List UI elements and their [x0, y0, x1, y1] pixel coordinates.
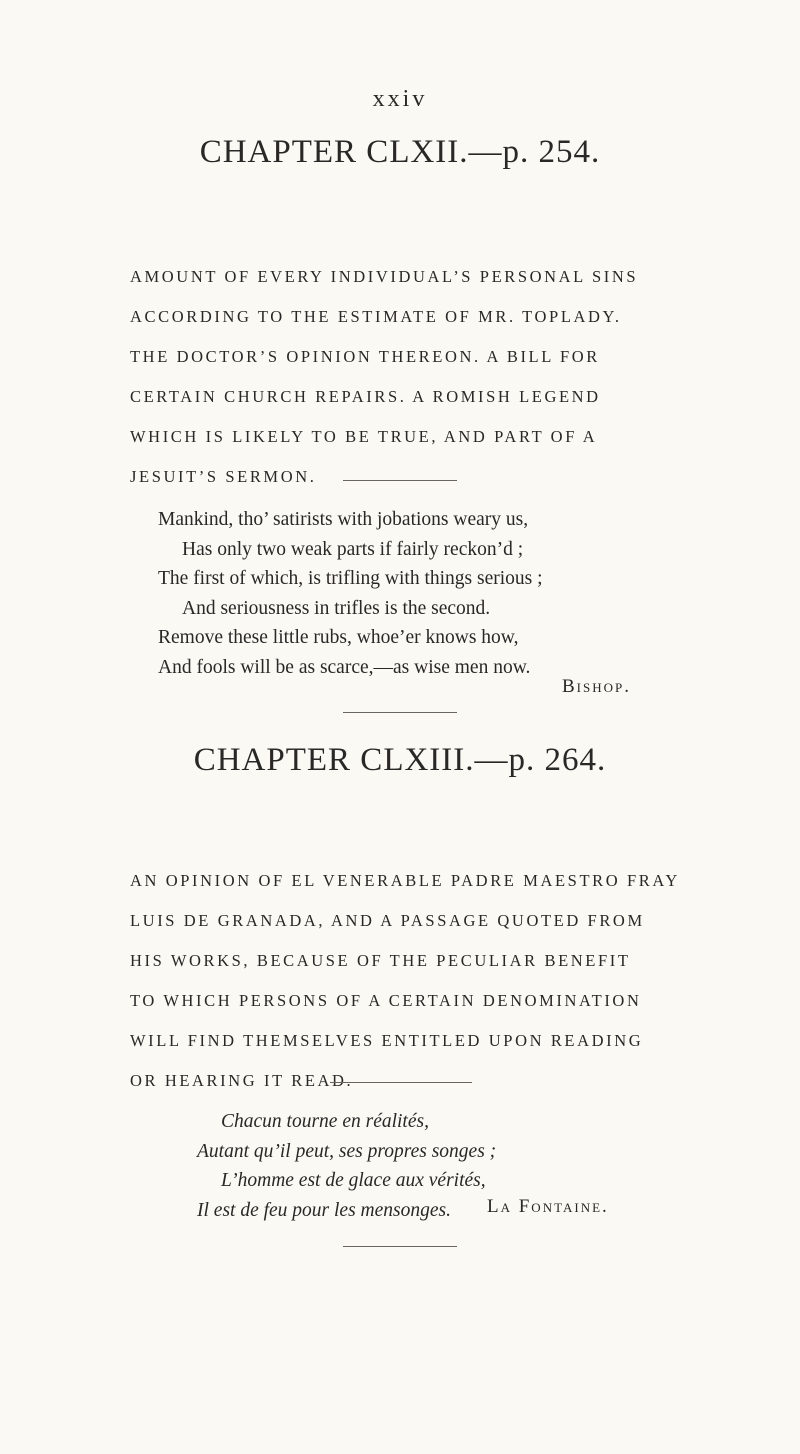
verse-line: And fools will be as scarce,—as wise men now. — [158, 656, 531, 678]
chapter-163-summary — [130, 861, 680, 1101]
verse-line: Il est de feu pour les mensonges. — [197, 1199, 451, 1221]
chapter-162-summary — [130, 257, 670, 497]
page-number: xxiv — [372, 86, 428, 112]
section-divider — [343, 712, 457, 713]
section-divider — [343, 1246, 457, 1247]
chapter-163-summary-line: HIS WORKS, BECAUSE OF THE PECULIAR BENEFIT — [130, 951, 631, 970]
verse-line: The first of which, is trifling with things serious ; — [158, 568, 543, 589]
chapter-162-heading: CHAPTER CLXII.—p. 254. — [199, 134, 601, 170]
chapter-162-summary-line: CERTAIN CHURCH REPAIRS. A ROMISH LEGEND — [130, 387, 601, 406]
verse-line: Autant qu’il peut, ses propres songes ; — [197, 1140, 497, 1162]
chapter-162-summary-line: AMOUNT OF EVERY INDIVIDUAL’S PERSONAL SINS — [130, 267, 639, 286]
verse-line: L’homme est de glace aux vérités, — [221, 1170, 486, 1191]
chapter-163-summary-line: OR HEARING IT READ. — [130, 1071, 354, 1090]
verse-line: Remove these little rubs, whoe’er knows how, — [158, 627, 519, 648]
chapter-163-heading: CHAPTER CLXIII.—p. 264. — [193, 742, 607, 778]
chapter-162-summary-line: JESUIT’S SERMON. — [130, 467, 317, 486]
verse-line: Mankind, tho’ satirists with jobations weary us, — [158, 509, 529, 530]
chapter-163-attribution: La Fontaine. — [487, 1196, 609, 1217]
verse-line: And seriousness in trifles is the second. — [182, 597, 491, 619]
section-divider — [343, 480, 457, 481]
verse-line: Has only two weak parts if fairly reckon’d ; — [182, 538, 524, 560]
chapter-162-summary-line: THE DOCTOR’S OPINION THEREON. A BILL FOR — [130, 347, 600, 366]
chapter-162-verse — [158, 505, 543, 682]
verse-line: Chacun tourne en réalités, — [221, 1111, 429, 1132]
chapter-163-verse — [197, 1107, 496, 1225]
chapter-163-summary-line: AN OPINION OF EL VENERABLE PADRE MAESTRO FRAY — [130, 871, 680, 890]
chapter-163-summary-line: LUIS DE GRANADA, AND A PASSAGE QUOTED FROM — [130, 911, 645, 930]
chapter-162-attribution: Bishop. — [562, 676, 631, 697]
section-divider — [330, 1082, 472, 1083]
chapter-163-summary-line: TO WHICH PERSONS OF A CERTAIN DENOMINATION — [130, 991, 642, 1010]
chapter-163-summary-line: WILL FIND THEMSELVES ENTITLED UPON READING — [130, 1031, 644, 1050]
chapter-162-summary-line: ACCORDING TO THE ESTIMATE OF MR. TOPLADY. — [130, 307, 622, 326]
chapter-162-summary-line: WHICH IS LIKELY TO BE TRUE, AND PART OF A — [130, 427, 598, 446]
